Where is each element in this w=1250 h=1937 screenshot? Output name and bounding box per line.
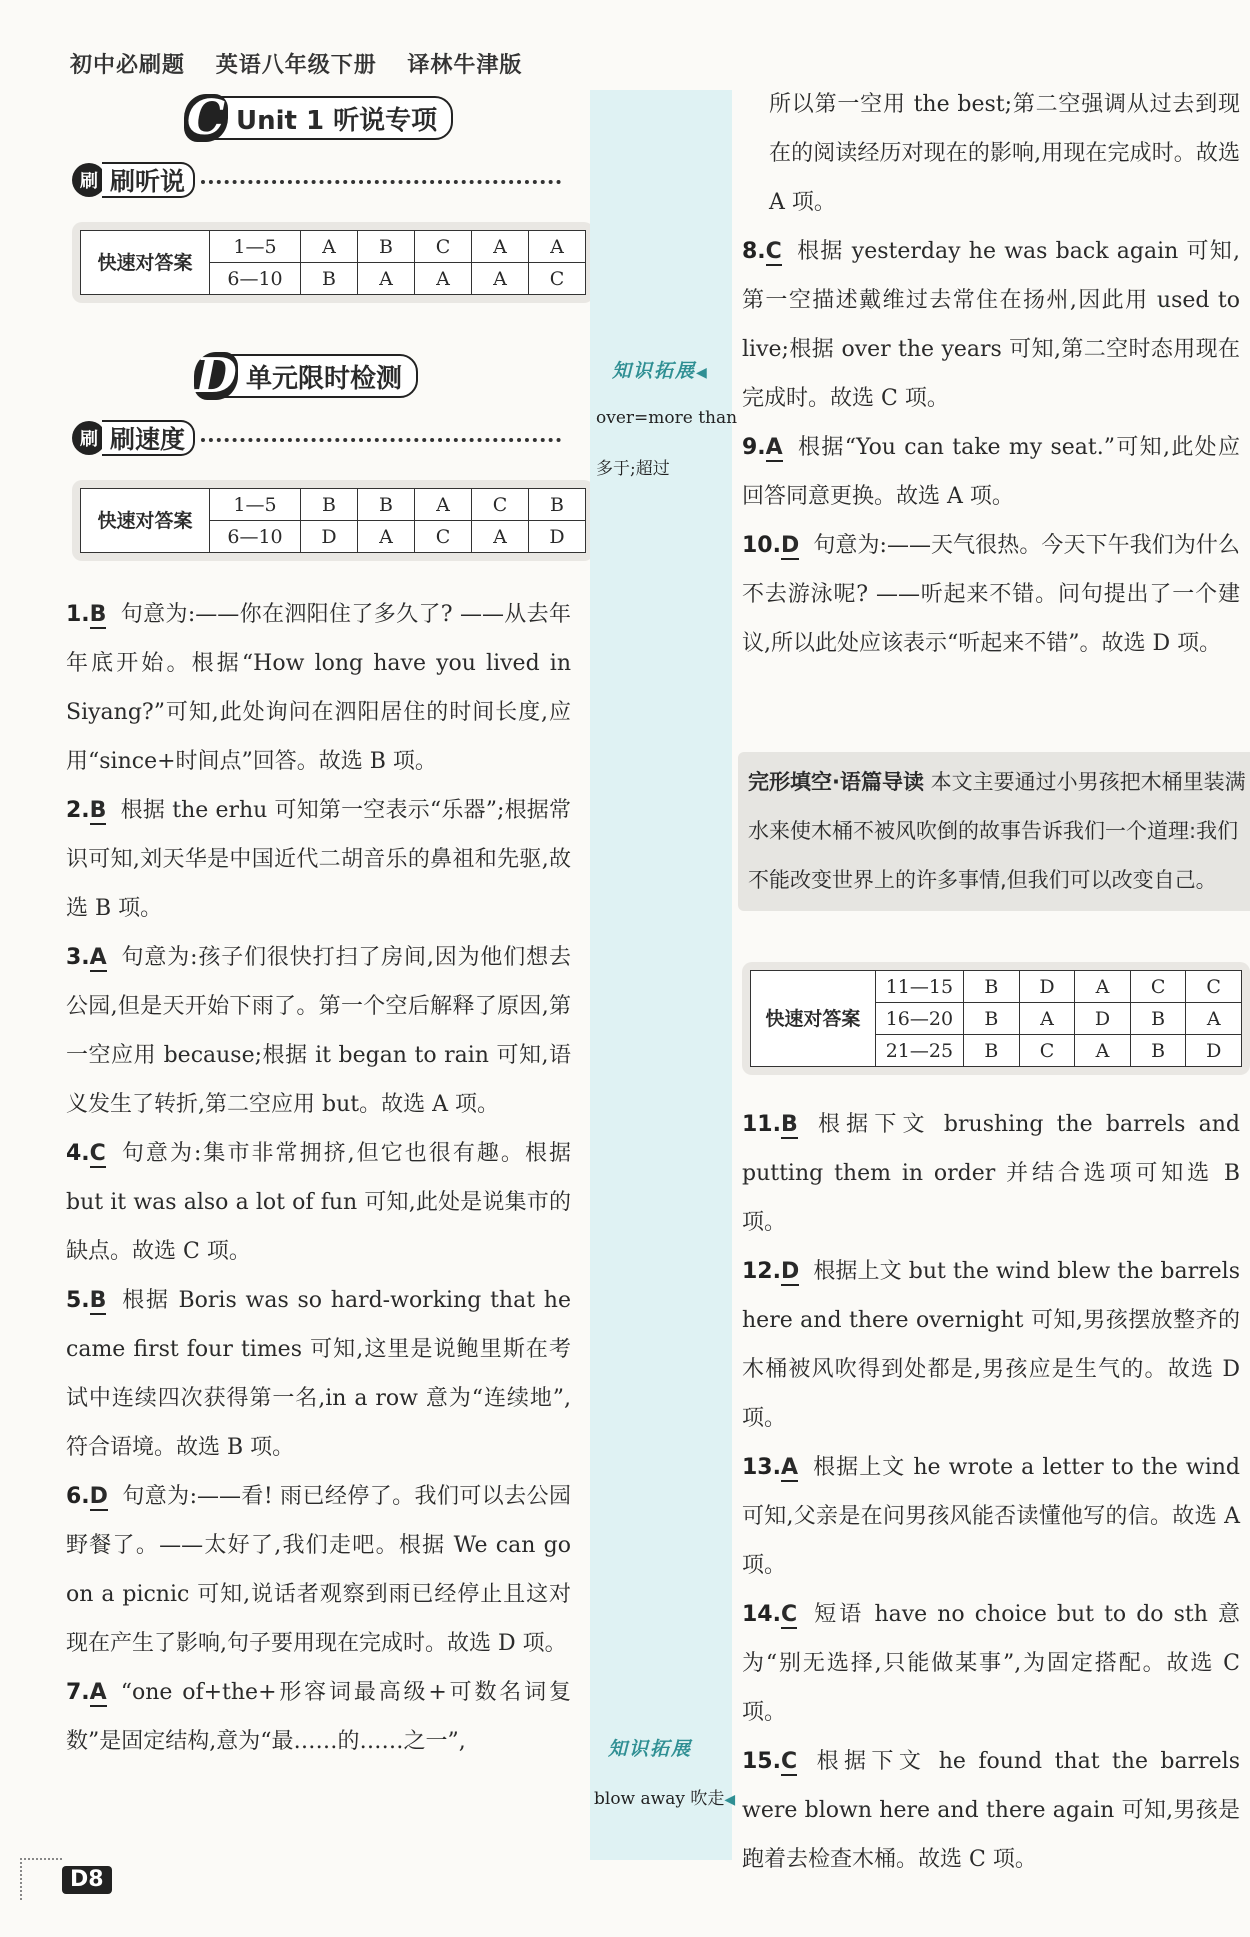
unit-section-title	[186, 90, 453, 146]
answer-cell: A	[472, 521, 529, 553]
answer-cell: C	[415, 231, 472, 263]
answer-range: 21—25	[875, 1035, 964, 1067]
knowledge-ext-phrase: over=more than	[596, 408, 738, 428]
explanation-item	[742, 1100, 1240, 1247]
item-text: 根据上文 he wrote a letter to the wind 可知,父亲是在问男孩风能否读懂他写的信。故选 A 项。	[742, 1455, 1240, 1578]
answer-range: 11—15	[875, 971, 964, 1003]
test-section-title	[195, 348, 418, 404]
speed-answer-table	[80, 488, 586, 553]
answer-cell: D	[1186, 1035, 1242, 1067]
speed-subtitle-text: 刷速度	[102, 420, 195, 456]
item-answer: B	[89, 1288, 107, 1313]
item-answer: A	[89, 945, 107, 970]
book-subject: 英语八年级下册	[215, 53, 377, 78]
dotted-divider	[201, 180, 561, 184]
explanation-item	[66, 933, 571, 1129]
knowledge-ext-meaning: 吹走	[690, 1789, 725, 1809]
answer-range: 6—10	[210, 263, 301, 295]
explanation-item	[66, 1129, 571, 1276]
brush-icon: 刷	[72, 163, 106, 197]
answer-cell: B	[964, 1035, 1020, 1067]
item-number: 10.	[742, 533, 781, 558]
item-number: 8.	[742, 239, 766, 264]
item-answer: B	[89, 602, 107, 627]
item-text: 根据下文 he found that the barrels were blown here and there again 可知,男孩是跑着去检查木桶。故选 C 项。	[742, 1749, 1240, 1872]
item-number: 7.	[66, 1680, 90, 1705]
listening-subtitle-text: 刷听说	[102, 162, 195, 198]
section-letter-c: C	[184, 94, 228, 142]
item-number: 2.	[66, 798, 90, 823]
answer-cell: D	[301, 521, 358, 553]
explanation-item	[742, 1737, 1240, 1884]
left-explanations	[66, 590, 571, 1766]
answer-cell: A	[358, 263, 415, 295]
item-text: 根据 Boris was so hard-working that he came first four times 可知,这里是说鲍里斯在考试中连续四次获得第一名,in a row 意为“连续地”,符合语境。故选 B 项。	[66, 1288, 571, 1460]
corner-decoration	[20, 1858, 62, 1900]
cloze-answer-box	[742, 962, 1250, 1075]
item-text: 根据 yesterday he was back again 可知,第一空描述戴维过去常住在扬州,因此用 used to live;根据 over the years 可知,第二空时态用现在完成时。故选 C 项。	[742, 239, 1240, 411]
answer-cell: C	[472, 489, 529, 521]
answer-label: 快速对答案	[81, 231, 210, 295]
item-number: 9.	[742, 435, 766, 460]
answer-cell: A	[1075, 971, 1131, 1003]
answer-cell: B	[964, 1003, 1020, 1035]
explanation-item	[66, 590, 571, 786]
answer-cell: A	[415, 263, 472, 295]
item-number: 12.	[742, 1259, 781, 1284]
dotted-divider	[201, 438, 561, 442]
item-answer: A	[780, 1455, 799, 1480]
answer-cell: B	[358, 231, 415, 263]
item-answer: C	[765, 239, 782, 264]
listening-answer-table	[80, 230, 586, 295]
answer-cell: A	[472, 263, 529, 295]
explanation-item	[742, 80, 1240, 227]
section-letter-d: D	[195, 348, 237, 404]
item-answer: D	[780, 1259, 800, 1284]
item-text: 根据下文 brushing the barrels and putting them in order 并结合选项可知选 B 项。	[742, 1112, 1240, 1235]
answer-range: 1—5	[210, 489, 301, 521]
answer-cell: A	[472, 231, 529, 263]
explanation-item	[66, 1472, 571, 1668]
item-text: 根据 the erhu 可知第一空表示“乐器”;根据常识可知,刘天华是中国近代二胡音乐的鼻祖和先驱,故选 B 项。	[66, 798, 571, 921]
answer-cell: B	[301, 263, 358, 295]
answer-cell: A	[1186, 1003, 1242, 1035]
answer-cell: B	[1130, 1035, 1186, 1067]
speed-answer-box	[72, 480, 594, 561]
listening-answer-box	[72, 222, 594, 303]
answer-cell: D	[529, 521, 586, 553]
item-number: 15.	[742, 1749, 781, 1774]
knowledge-ext-note	[594, 1784, 735, 1809]
item-number: 14.	[742, 1602, 781, 1627]
item-text: 句意为:孩子们很快打扫了房间,因为他们想去公园,但是天开始下雨了。第一个空后解释了原因,第一空应用 because;根据 it began to rain 可知,语义发生了转折,第二空应用 but。故选 A 项。	[66, 945, 571, 1117]
explanation-item	[66, 786, 571, 933]
explanation-item	[66, 1276, 571, 1472]
item-answer: C	[780, 1749, 798, 1774]
item-number: 6.	[66, 1484, 90, 1509]
book-header	[70, 48, 544, 79]
explanation-item	[66, 1668, 571, 1766]
answer-cell: A	[301, 231, 358, 263]
item-answer: A	[765, 435, 783, 460]
knowledge-ext-phrase: blow away	[594, 1789, 685, 1809]
arrow-left-icon: ◀	[696, 365, 709, 381]
item-text: 根据上文 but the wind blew the barrels here and there overnight 可知,男孩摆放整齐的木桶被风吹得到处都是,男孩应是生气的。故选 D 项。	[742, 1259, 1240, 1431]
explanation-item	[742, 227, 1240, 423]
answer-cell: A	[1019, 1003, 1075, 1035]
speed-subtitle	[72, 420, 561, 456]
item-number: 5.	[66, 1288, 90, 1313]
item-answer: B	[89, 798, 107, 823]
answer-cell: C	[415, 521, 472, 553]
book-title: 初中必刷题	[70, 53, 186, 78]
right-explanations-top	[742, 80, 1240, 668]
knowledge-ext-title	[612, 356, 709, 383]
right-explanations-bottom	[742, 1100, 1240, 1884]
item-text: 根据“You can take my seat.”可知,此处应回答同意更换。故选 A 项。	[742, 435, 1240, 509]
answer-cell: A	[358, 521, 415, 553]
answer-cell: D	[1019, 971, 1075, 1003]
cloze-guide-text: 本文主要通过小男孩把木桶里装满水来使木桶不被风吹倒的故事告诉我们一个道理:我们不能改变世界上的许多事情,但我们可以改变自己。	[748, 770, 1246, 892]
item-answer: D	[89, 1484, 108, 1509]
answer-label: 快速对答案	[81, 489, 210, 553]
answer-cell: A	[1075, 1035, 1131, 1067]
answer-cell: B	[964, 971, 1020, 1003]
item-number: 13.	[742, 1455, 781, 1480]
answer-cell: C	[529, 263, 586, 295]
answer-label: 快速对答案	[751, 971, 876, 1067]
arrow-left-icon: ◀	[724, 1792, 736, 1808]
item-text: 句意为:——你在泗阳住了多久了? ——从去年年底开始。根据“How long have you lived in Siyang?”可知,此处询问在泗阳居住的时间长度,应用“since+时间点”回答。故选 B 项。	[66, 602, 571, 774]
item-answer: B	[780, 1112, 798, 1137]
explanation-item	[742, 1247, 1240, 1443]
answer-cell: C	[1019, 1035, 1075, 1067]
explanation-item	[742, 521, 1240, 668]
item-answer: C	[89, 1141, 106, 1166]
answer-range: 1—5	[210, 231, 301, 263]
cloze-guide-label: 完形填空·语篇导读	[748, 770, 924, 794]
cloze-guide	[738, 752, 1250, 911]
answer-cell: B	[1130, 1003, 1186, 1035]
item-answer: A	[89, 1680, 107, 1705]
explanation-item	[742, 1443, 1240, 1590]
brush-icon: 刷	[72, 421, 106, 455]
listening-subtitle	[72, 162, 561, 198]
section-title-text: 单元限时检测	[246, 363, 403, 394]
answer-cell: B	[358, 489, 415, 521]
item-number: 11.	[742, 1112, 781, 1137]
answer-range: 16—20	[875, 1003, 964, 1035]
item-number: 4.	[66, 1141, 90, 1166]
item-answer: D	[780, 533, 800, 558]
book-edition: 译林牛津版	[407, 53, 523, 78]
page-number: D8	[62, 1866, 112, 1894]
answer-cell: B	[529, 489, 586, 521]
item-text: “one of+the+形容词最高级+可数名词复数”是固定结构,意为“最……的……之一”,	[66, 1680, 571, 1754]
section-title-text: Unit 1 听说专项	[236, 105, 438, 136]
answer-cell: C	[1130, 971, 1186, 1003]
item-text: 句意为:集市非常拥挤,但它也很有趣。根据 but it was also a lot of fun 可知,此处是说集市的缺点。故选 C 项。	[66, 1141, 571, 1264]
answer-cell: B	[301, 489, 358, 521]
item-text: 句意为:——看! 雨已经停了。我们可以去公园野餐了。——太好了,我们走吧。根据 We can go on a picnic 可知,说话者观察到雨已经停止且这对现在产生了影响,句子要用现在完成时。故选 D 项。	[66, 1484, 571, 1656]
answer-range: 6—10	[210, 521, 301, 553]
item-text: 短语 have no choice but to do sth 意为“别无选择,只能做某事”,为固定搭配。故选 C 项。	[742, 1602, 1240, 1725]
explanation-item	[742, 1590, 1240, 1737]
item-number: 3.	[66, 945, 90, 970]
knowledge-ext-label: 知识拓展	[612, 360, 697, 382]
cloze-answer-table	[750, 970, 1242, 1067]
item-number: 1.	[66, 602, 90, 627]
answer-cell: D	[1075, 1003, 1131, 1035]
knowledge-ext-label: 知识拓展	[608, 1738, 693, 1760]
answer-cell: A	[415, 489, 472, 521]
item-answer: C	[780, 1602, 798, 1627]
item-text: 所以第一空用 the best;第二空强调从过去到现在的阅读经历对现在的影响,用现在完成时。故选 A 项。	[769, 92, 1240, 215]
knowledge-ext-title	[608, 1734, 692, 1761]
answer-cell: C	[1186, 971, 1242, 1003]
answer-cell: A	[529, 231, 586, 263]
explanation-item	[742, 423, 1240, 521]
item-text: 句意为:——天气很热。今天下午我们为什么不去游泳呢? ——听起来不错。问句提出了一个建议,所以此处应该表示“听起来不错”。故选 D 项。	[742, 533, 1240, 656]
knowledge-ext-meaning: 多于;超过	[596, 459, 670, 479]
